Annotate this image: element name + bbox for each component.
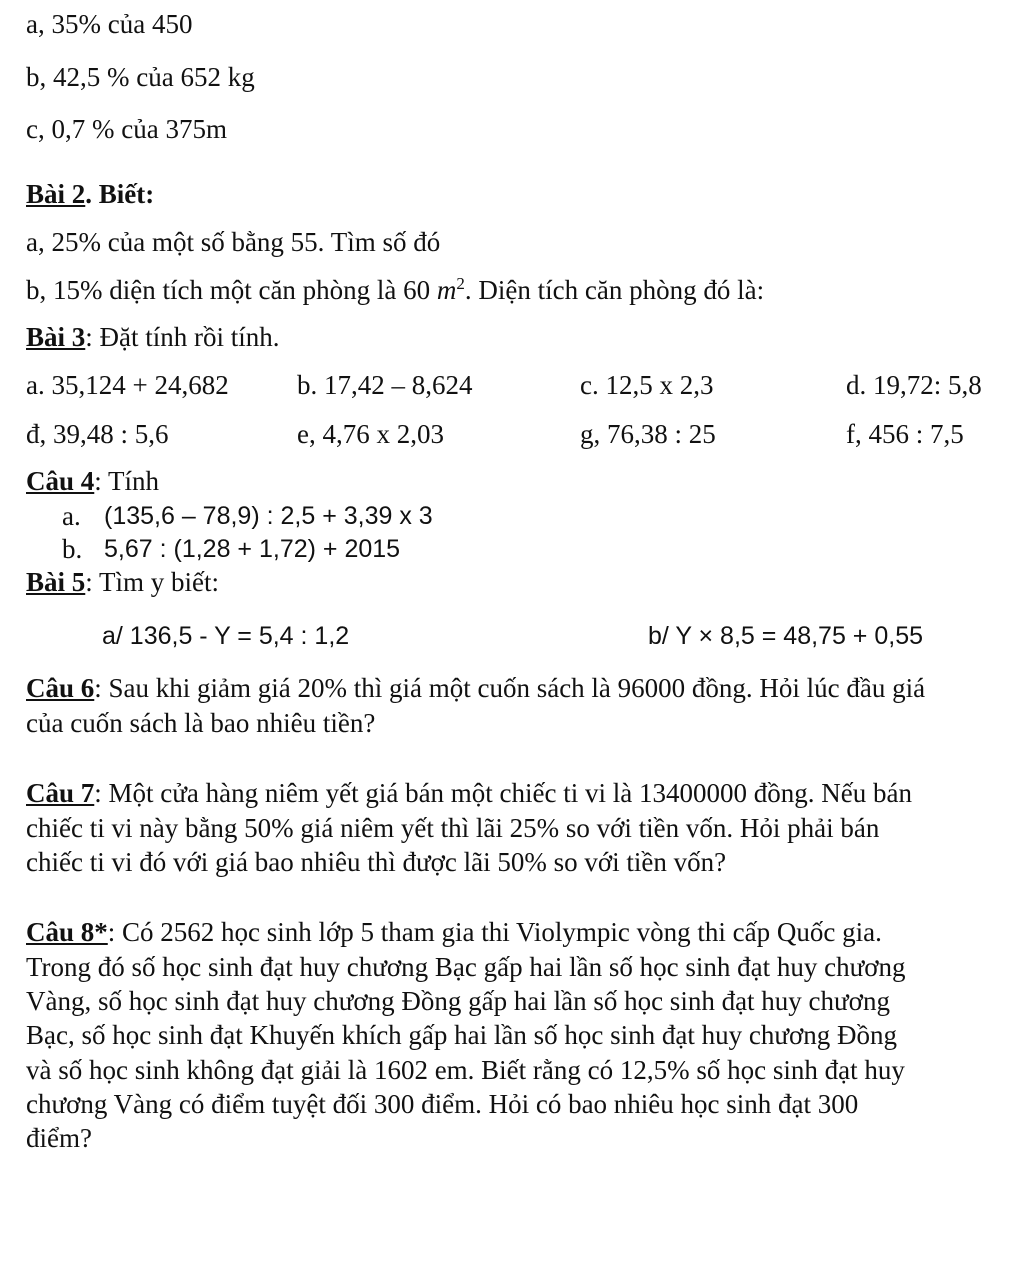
bai3-item-dd: đ, 39,48 : 5,6 (26, 419, 169, 449)
bai2-heading (26, 178, 154, 210)
bai1-item-b: b, 42,5 % của 652 kg (26, 62, 255, 92)
bai2-label: Bài 2 (26, 179, 86, 209)
cau6-line-2: của cuốn sách là bao nhiêu tiền? (26, 708, 376, 738)
bai2-item-b (26, 274, 764, 306)
cau4-marker-a: a. (62, 501, 81, 531)
cau7-line-1 (26, 777, 912, 809)
bai3-heading (26, 321, 280, 353)
bai3-item-b: b. 17,42 – 8,624 (297, 370, 473, 400)
cau8-text-1: : Có 2562 học sinh lớp 5 tham gia thi Violympic vòng thi cấp Quốc gia. (107, 917, 882, 947)
bai5-item-b: b/ Y × 8,5 = 48,75 + 0,55 (648, 622, 924, 650)
cau8-line-5: và số học sinh không đạt giải là 1602 em. Biết rằng có 12,5% số học sinh đạt huy (26, 1055, 905, 1085)
bai3-item-a: a. 35,124 + 24,682 (26, 370, 229, 400)
bai2-unit-var: m (436, 275, 457, 305)
bai2-item-b-text: b, 15% diện tích một căn phòng là 60 (26, 275, 437, 305)
bai3-item-d: d. 19,72: 5,8 (846, 370, 982, 400)
cau8-line-3: Vàng, số học sinh đạt huy chương Đồng gấp hai lần số học sinh đạt huy chương (26, 986, 890, 1016)
bai3-item-f: f, 456 : 7,5 (846, 419, 964, 449)
bai5-heading (26, 566, 219, 598)
bai3-label: Bài 3 (26, 322, 86, 352)
cau8-line-6: chương Vàng có điểm tuyệt đối 300 điểm. Hỏi có bao nhiêu học sinh đạt 300 (26, 1089, 859, 1119)
bai5-label: Bài 5 (26, 567, 86, 597)
cau8-line-4: Bạc, số học sinh đạt Khuyến khích gấp hai lần số học sinh đạt huy chương Đồng (26, 1020, 898, 1050)
bai3-item-e: e, 4,76 x 2,03 (297, 419, 444, 449)
cau8-line-7: điểm? (26, 1123, 92, 1153)
cau4-title: : Tính (94, 466, 160, 496)
cau4-item-a: (135,6 – 78,9) : 2,5 + 3,39 x 3 (104, 502, 433, 530)
cau4-item-b: 5,67 : (1,28 + 1,72) + 2015 (104, 535, 401, 563)
bai3-title: : Đặt tính rồi tính. (85, 322, 280, 352)
cau6-text-1: : Sau khi giảm giá 20% thì giá một cuốn sách là 96000 đồng. Hỏi lúc đầu giá (94, 673, 926, 703)
bai2-item-b-end: . Diện tích căn phòng đó là: (464, 275, 765, 305)
bai1-item-a: a, 35% của 450 (26, 9, 193, 39)
cau4-label: Câu 4 (26, 466, 95, 496)
bai5-title: : Tìm y biết: (85, 567, 220, 597)
cau6-label: Câu 6 (26, 673, 95, 703)
bai2-title: . Biết: (85, 179, 155, 209)
bai2-unit-exp: 2 (456, 274, 465, 293)
cau7-line-3: chiếc ti vi đó với giá bao nhiêu thì được lãi 50% so với tiền vốn? (26, 847, 727, 877)
cau4-marker-b: b. (62, 534, 83, 564)
cau8-line-1 (26, 916, 882, 948)
cau7-label: Câu 7 (26, 778, 95, 808)
bai1-item-c: c, 0,7 % của 375m (26, 114, 227, 144)
cau6-line-1 (26, 672, 925, 704)
cau7-text-1: : Một cửa hàng niêm yết giá bán một chiếc ti vi là 13400000 đồng. Nếu bán (94, 778, 912, 808)
bai5-item-a: a/ 136,5 - Y = 5,4 : 1,2 (102, 622, 350, 650)
cau4-heading (26, 465, 159, 497)
bai3-item-g: g, 76,38 : 25 (580, 419, 716, 449)
cau8-line-2: Trong đó số học sinh đạt huy chương Bạc gấp hai lần số học sinh đạt huy chương (26, 952, 906, 982)
bai3-item-c: c. 12,5 x 2,3 (580, 370, 714, 400)
cau8-label: Câu 8* (26, 917, 108, 947)
bai2-item-a: a, 25% của một số bằng 55. Tìm số đó (26, 227, 441, 257)
cau7-line-2: chiếc ti vi này bằng 50% giá niêm yết thì lãi 25% so với tiền vốn. Hỏi phải bán (26, 813, 880, 843)
